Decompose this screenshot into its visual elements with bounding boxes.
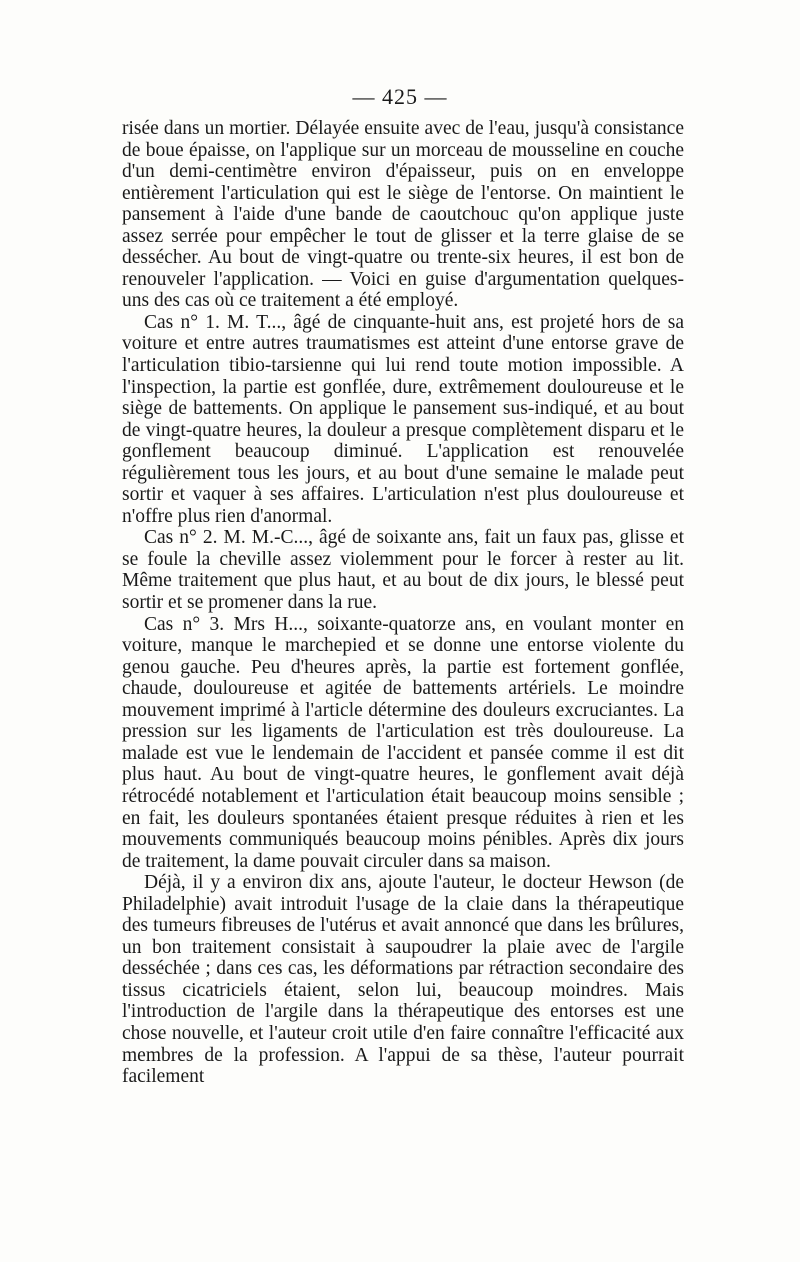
body-text xyxy=(122,118,684,1088)
paragraph-hewson: Déjà, il y a environ dix ans, ajoute l'auteur, le docteur Hewson (de Philadelphie) avait introduit l'usage de la claie dans la thérapeutique des tumeurs fibreuses de l'utérus et avait annoncé que dans les brûlures, un bon traitement consistait à saupoudrer la plaie avec de l'argile desséchée ; dans ces cas, les déformations par rétraction secondaire des tissus cicatriciels étaient, selon lui, beaucoup moindres. Mais l'introduction de l'argile dans la thérapeutique des entorses est une chose nouvelle, et l'auteur croit utile d'en faire connaître l'efficacité aux membres de la profession. A l'appui de sa thèse, l'auteur pourrait facilement xyxy=(122,872,684,1088)
paragraph-continuation: risée dans un mortier. Délayée ensuite avec de l'eau, jusqu'à consistance de boue épaisse, on l'applique sur un morceau de mousseline en couche d'un demi-centimètre environ d'épaisseur, puis on en enveloppe entièrement l'articulation qui est le siège de l'entorse. On maintient le pansement à l'aide d'une bande de caoutchouc qu'on applique juste assez serrée pour empêcher le tout de glisser et la terre glaise de se dessécher. Au bout de vingt-quatre ou trente-six heures, il est bon de renouveler l'application. — Voici en guise d'argumentation quelques-uns des cas où ce traitement a été employé. xyxy=(122,118,684,312)
paragraph-case-1: Cas n° 1. M. T..., âgé de cinquante-huit ans, est projeté hors de sa voiture et entre autres traumatismes est atteint d'une entorse grave de l'articulation tibio-tarsienne qui lui rend toute motion impossible. A l'inspection, la partie est gonflée, dure, extrêmement douloureuse et le siège de battements. On applique le pansement sus-indiqué, et au bout de vingt-quatre heures, la douleur a presque complètement disparu et le gonflement beaucoup diminué. L'application est renouvelée régulièrement tous les jours, et au bout d'une semaine le malade peut sortir et vaquer à ses affaires. L'articulation n'est plus douloureuse et n'offre plus rien d'anormal. xyxy=(122,311,684,527)
paragraph-case-3: Cas n° 3. Mrs H..., soixante-quatorze ans, en voulant monter en voiture, manque le marchepied et se donne une entorse violente du genou gauche. Peu d'heures après, la partie est fortement gonflée, chaude, douloureuse et agitée de battements artériels. Le moindre mouvement imprimé à l'article détermine des douleurs excruciantes. La pression sur les ligaments de l'articulation est très douloureuse. La malade est vue le lendemain de l'accident et pansée comme il est dit plus haut. Au bout de vingt-quatre heures, le gonflement avait déjà rétrocédé notablement et l'articulation était beaucoup moins sensible ; en fait, les douleurs spontanées étaient presque réduites à rien et les mouvements communiqués beaucoup moins pénibles. Après dix jours de traitement, la dame pouvait circuler dans sa maison. xyxy=(122,613,684,872)
paragraph-case-2: Cas n° 2. M. M.-C..., âgé de soixante ans, fait un faux pas, glisse et se foule la cheville assez violemment pour le forcer à rester au lit. Même traitement que plus haut, et au bout de dix jours, le blessé peut sortir et se promener dans la rue. xyxy=(122,527,684,614)
page-number: — 425 — xyxy=(352,84,448,109)
